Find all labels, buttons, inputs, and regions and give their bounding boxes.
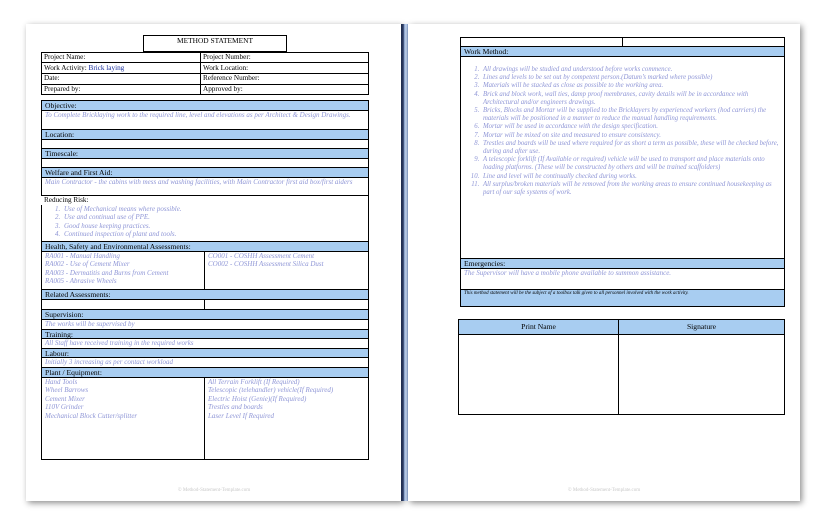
- assessment-item: RA005 - Abrasive Wheels: [45, 277, 117, 286]
- assessment-item: CO002 - COSHH Assessment Silica Dust: [208, 260, 324, 269]
- supervision-heading: Supervision:: [42, 310, 368, 319]
- objective-heading: Objective:: [42, 101, 368, 110]
- work-method-item: 5. Bricks, Blocks and Mortar will be supplied to the Bricklayers by experienced workers (hod carriers) the materials will be positioned in a manner to reduce the manual handling requirements.: [481, 107, 779, 123]
- work-method-list: [465, 66, 779, 197]
- training-heading: Training:: [42, 330, 368, 339]
- plant-item: Electric Hoist (Genie)(If Required): [208, 394, 307, 403]
- toolbox-talk-statement: This method statement will be the subject of a toolbox talk given to all personnel involved with the work activity.: [461, 290, 784, 306]
- work-method-item: 8. Trestles and boards will be used where required for as short a term as possible, these will be checked before, during and after use.: [481, 140, 779, 156]
- plant-item: Cement Mixer: [45, 394, 85, 403]
- work-method-item: 6. Mortar will be used in accordance with the design specification.: [481, 123, 779, 131]
- print-name-header: Print Name: [521, 322, 556, 331]
- labour-text: Initially 3 increasing as per contact workload: [45, 358, 174, 366]
- assessment-item: RA002 - Use of Cement Mixer: [45, 260, 130, 269]
- work-activity-field: [41, 64, 124, 73]
- work-method-item: 7. Mortar will be mixed on site and measured to ensure consistency.: [481, 132, 779, 140]
- reducing-risk-heading: Reducing Risk:: [41, 196, 89, 205]
- reducing-risk-list: [46, 205, 346, 239]
- reference-number-label: Reference Number:: [203, 74, 260, 82]
- plant-item: All Terrain Forklift (If Required): [208, 378, 300, 386]
- reducing-risk-item: 2. Use and continual use of PPE.: [62, 213, 346, 221]
- method-statement-title: METHOD STATEMENT: [143, 35, 287, 52]
- date-label: Date:: [44, 74, 60, 82]
- reducing-risk-item: 4. Continued inspection of plant and tools.: [62, 230, 346, 238]
- work-method-item: 3. Materials will be stacked as close as possible to the working area.: [481, 82, 779, 90]
- supervision-text: The works will be supervised by: [45, 320, 135, 328]
- plant-right-list: [208, 378, 333, 420]
- approved-by-label: Approved by:: [203, 85, 243, 93]
- plant-item: Wheel Barrows: [45, 386, 89, 395]
- assessment-item: CO001 - COSHH Assessment Cement: [208, 252, 315, 260]
- location-heading: Location:: [42, 130, 368, 139]
- emergencies-text: The Supervisor will have a mobile phone available to summon assistance.: [464, 269, 672, 277]
- signature-header: Signature: [686, 322, 717, 331]
- reducing-risk-item: 3. Good house keeping practices.: [62, 222, 346, 230]
- plant-item: Hand Tools: [45, 378, 78, 386]
- prepared-by-label: Prepared by:: [44, 85, 81, 93]
- work-method-item: 10. Line and level will be continually checked during works.: [481, 173, 779, 181]
- left-page-footer: © Method-Statement-Template.com: [177, 488, 251, 493]
- work-activity-value: Brick laying: [88, 64, 125, 72]
- training-text: All Staff have received training in the required works: [45, 339, 194, 347]
- assessments-left-list: [45, 252, 168, 286]
- plant-item: Telescopic (telehandler) vehicle(If Required): [208, 386, 334, 395]
- work-method-item: 9. A telescopic forklift (If Available or required) vehicle will be used to transport and place materials onto loading platforms. (These will be constructed by others and will be trained scaffolders): [481, 156, 779, 172]
- work-method-item: 4. Brick and block work, wall ties, damp proof membranes, cavity details will be in accordance with Architectural and/or engineers drawings.: [481, 91, 779, 107]
- reducing-risk-item: 1. Use of Mechanical means where possible.: [62, 205, 346, 213]
- plant-left-list: [45, 378, 137, 420]
- assessments-heading: Health, Safety and Environmental Assessments:: [42, 242, 368, 251]
- work-method-item: 11. All surplus/broken materials will be removed from the working areas to ensure continued housekeeping as part of our safe systems of work.: [481, 181, 779, 197]
- labour-heading: Labour:: [42, 349, 368, 358]
- work-method-item: 1. All drawings will be studied and understood before works commence.: [481, 66, 779, 74]
- work-activity-label: Work Activity:: [44, 64, 87, 72]
- work-method-heading: Work Method:: [461, 47, 784, 56]
- work-method-item: 2. Lines and levels to be set out by competent person.(Datum’s marked where possible): [481, 74, 779, 82]
- left-page: [26, 24, 402, 501]
- welfare-heading: Welfare and First Aid:: [42, 168, 368, 177]
- assessment-item: RA001 - Manual Handling: [45, 252, 120, 260]
- assessment-item: RA003 - Dermatitis and Burns from Cement: [45, 268, 169, 277]
- welfare-text: Main Contractor - the cabins with mess and washing facilities, with Main Contractor first aid box/first aiders: [45, 178, 353, 186]
- plant-item: 110V Grinder: [45, 403, 84, 412]
- right-page-footer: © Method-Statement-Template.com: [567, 488, 641, 493]
- work-location-label: Work Location:: [203, 64, 249, 72]
- right-page: [408, 24, 800, 501]
- plant-item: Trestles and boards: [208, 403, 263, 412]
- plant-item: Laser Level If Required: [208, 411, 275, 420]
- timescale-heading: Timescale:: [42, 149, 368, 158]
- related-assessments-heading: Related Assessments:: [42, 290, 368, 299]
- plant-equipment-heading: Plant / Equipment:: [42, 368, 368, 377]
- emergencies-heading: Emergencies:: [461, 259, 784, 268]
- plant-item: Mechanical Block Cutter/splitter: [45, 411, 138, 420]
- project-number-label: Project Number:: [203, 53, 251, 61]
- assessments-right-list: [208, 252, 324, 269]
- project-name-label: Project Name:: [44, 53, 86, 61]
- objective-text: To Complete Bricklaying work to the required line, level and elevations as per Architect & Design Drawings.: [45, 111, 351, 119]
